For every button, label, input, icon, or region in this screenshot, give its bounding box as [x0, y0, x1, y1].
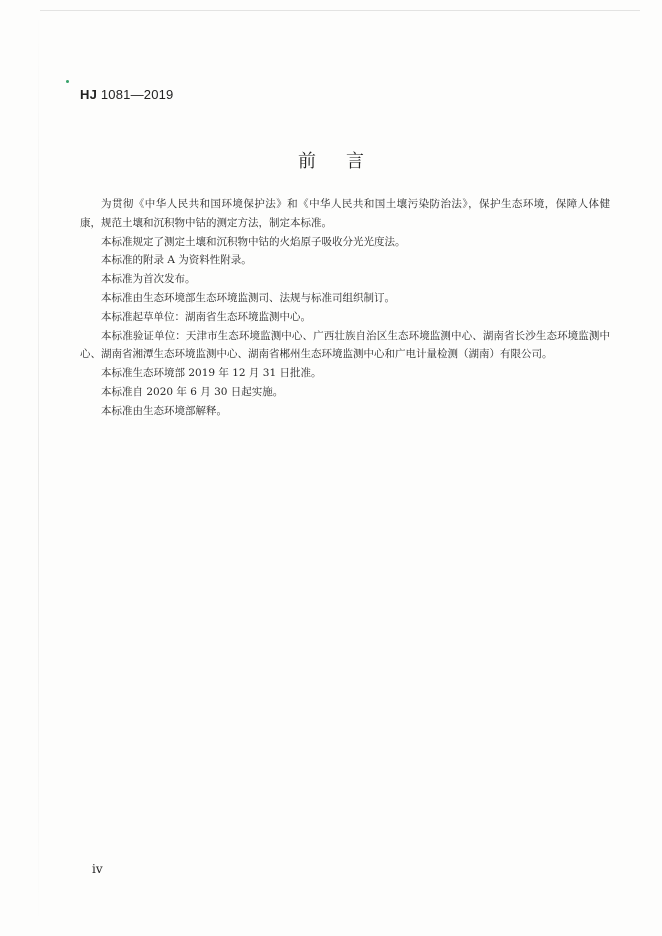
standard-code-prefix: HJ	[80, 87, 98, 102]
scan-top-edge	[40, 10, 640, 11]
paragraph-first-release: 本标准为首次发布。	[101, 273, 196, 286]
paragraph-verification-units: 本标准验证单位：天津市生态环境监测中心、广西壮族自治区生态环境监测中心、湖南省长沙生态环境监测中心、湖南省湘潭生态环境监测中心、湖南省郴州生态环境监测中心和广电计量检测（湖南）有限公司。	[80, 329, 610, 361]
page-number: iv	[92, 862, 103, 876]
paragraph-scope: 本标准规定了测定土壤和沉积物中钴的火焰原子吸收分光光度法。	[101, 235, 406, 248]
foreword-body	[80, 195, 610, 421]
paragraph-purpose: 为贯彻《中华人民共和国环境保护法》和《中华人民共和国土壤污染防治法》，保护生态环境，保障人体健康，规范土壤和沉积物中钴的测定方法，制定本标准。	[80, 198, 610, 229]
paragraph-appendix: 本标准的附录 A 为资料性附录。	[101, 254, 252, 267]
standard-code	[80, 87, 173, 102]
paragraph-effective-date: 本标准自 2020 年 6 月 30 日起实施。	[101, 385, 284, 398]
paragraph-organizer: 本标准由生态环境部生态环境监测司、法规与标准司组织制订。	[101, 291, 395, 304]
paragraph-drafting-unit: 本标准起草单位：湖南省生态环境监测中心。	[101, 310, 311, 323]
scan-edge-shadow	[38, 8, 39, 928]
scan-mark	[66, 80, 69, 83]
page-title: 前言	[298, 151, 394, 172]
paragraph-interpretation: 本标准由生态环境部解释。	[101, 404, 227, 417]
standard-code-number: 1081—2019	[97, 87, 174, 102]
paragraph-approval-date: 本标准生态环境部 2019 年 12 月 31 日批准。	[101, 367, 322, 380]
